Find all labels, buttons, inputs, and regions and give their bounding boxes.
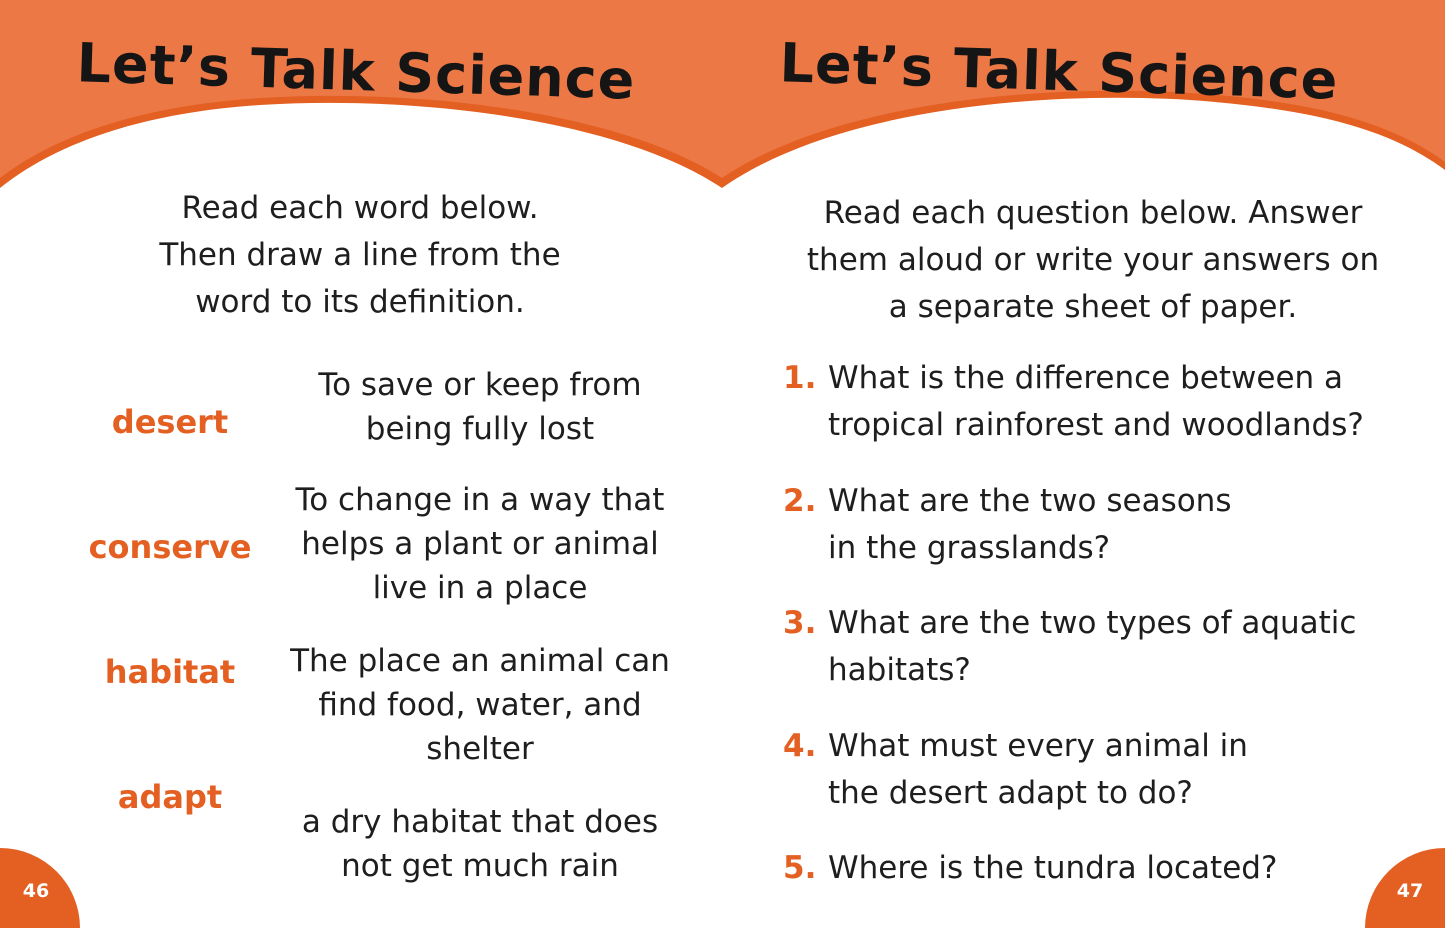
left-page (0, 0, 722, 927)
question-number: 1. (783, 360, 817, 396)
vocab-word: desert (111, 403, 229, 441)
definition: The place an animal can find food, water, and shelter (290, 643, 670, 767)
question-item: 2. What are the two seasons in the grasslands? (783, 478, 1423, 572)
definition: To change in a way that helps a plant or animal live in a place (295, 482, 665, 606)
question-item: 4. What must every animal in the desert adapt to do? (783, 723, 1423, 817)
question-item: 5. Where is the tundra located? (783, 845, 1423, 892)
question-item: 1. What is the difference between a tropical rainforest and woodlands? (783, 355, 1423, 449)
instructions: Read each word below. Then draw a line from the word to its definition. (159, 190, 561, 320)
vocab-word: conserve (88, 528, 252, 566)
definition: a dry habitat that does not get much rain (301, 804, 659, 884)
page-number: 46 (0, 848, 80, 928)
question-number: 5. (783, 850, 817, 886)
definition: To save or keep from being fully lost (318, 367, 642, 447)
page-title: Let’s Talk Science (75, 31, 637, 112)
question-number: 4. (783, 728, 817, 764)
page-title: Let’s Talk Science (778, 31, 1340, 112)
question-number: 3. (783, 605, 817, 641)
vocab-word: adapt (117, 778, 223, 816)
page-number: 47 (1365, 848, 1445, 928)
instructions: Read each question below. Answer them aloud or write your answers on a separate sheet of paper. (806, 195, 1380, 325)
question-item: 3. What are the two types of aquatic habitats? (783, 600, 1423, 694)
right-page (723, 0, 1445, 927)
vocab-word: habitat (104, 653, 236, 691)
question-number: 2. (783, 483, 817, 519)
